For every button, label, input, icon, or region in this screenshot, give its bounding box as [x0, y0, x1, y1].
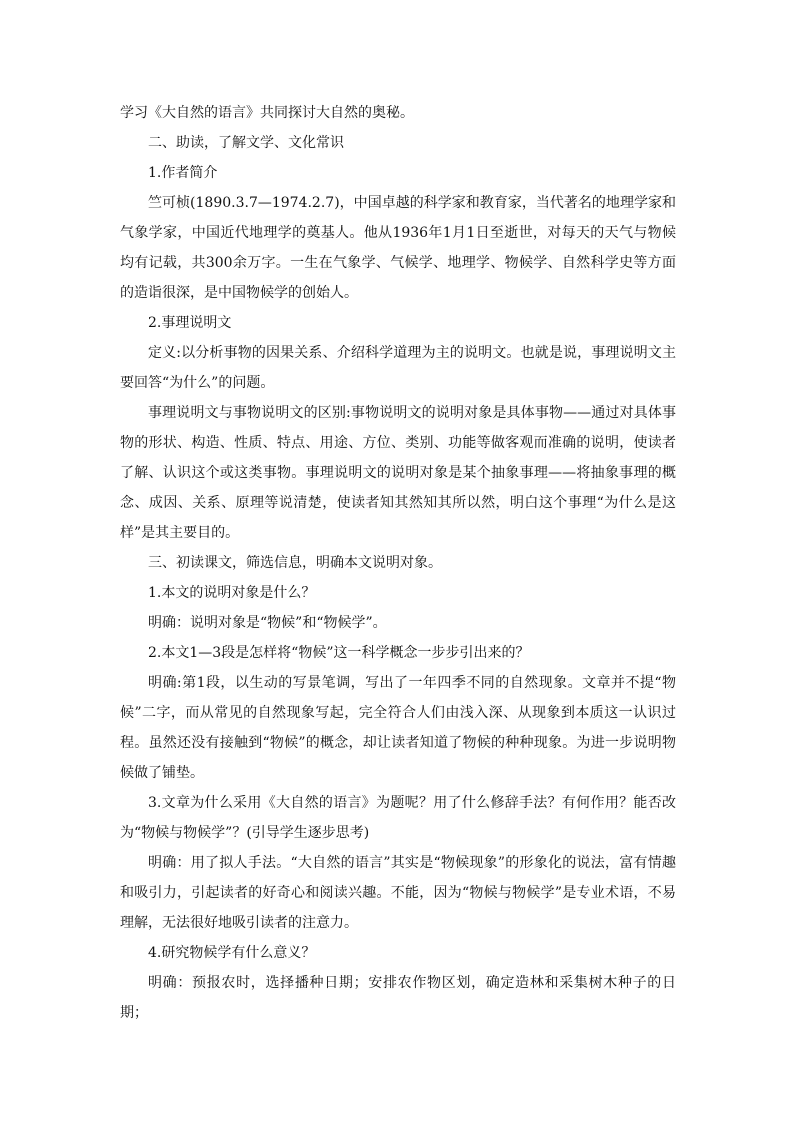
answer-1: 明确：说明对象是“物候”和“物候学”。 [148, 615, 387, 631]
question-3: 3.文章为什么采用《大自然的语言》为题呢？用了什么修辞手法？有何作用？能否改为“物候与物候学”？(引导学生逐步思考) [120, 795, 676, 841]
paragraph-definition: 定义:以分析事物的因果关系、介绍科学道理为主的说明文。也就是说，事理说明文主要回答“为什么”的问题。 [120, 345, 676, 391]
answer-2: 明确:第1段，以生动的写景笔调，写出了一年四季不同的自然现象。文章并不提“物候”二字，而从常见的自然现象写起，完全符合人们由浅入深、从现象到本质这一认识过程。虽然还没有接触到“物候”的概念，却让读者知道了物候的种种现象。为进一步说明物候做了铺垫。 [120, 675, 676, 781]
subheading-author-intro: 1.作者简介 [148, 165, 218, 181]
section-heading-reading-aid: 二、助读，了解文学、文化常识 [148, 135, 344, 151]
document-body [120, 98, 676, 1028]
question-1: 1.本文的说明对象是什么？ [148, 585, 316, 601]
answer-4: 明确：预报农时，选择播种日期；安排农作物区划，确定造林和采集树木种子的日期； [120, 975, 676, 1021]
section-heading-first-reading: 三、初读课文，筛选信息，明确本文说明对象。 [148, 555, 442, 571]
answer-3: 明确：用了拟人手法。“大自然的语言”其实是“物候现象”的形象化的说法，富有情趣和吸引力，引起读者的好奇心和阅读兴趣。不能，因为“物候与物候学”是专业术语，不易理解，无法很好地吸引读者的注意力。 [120, 855, 676, 931]
paragraph-intro-continuation: 学习《大自然的语言》共同探讨大自然的奥秘。 [120, 105, 414, 121]
question-4: 4.研究物候学有什么意义？ [148, 945, 316, 961]
question-2: 2.本文1—3段是怎样将“物候”这一科学概念一步步引出来的？ [148, 645, 530, 661]
paragraph-author-bio: 竺可桢(1890.3.7—1974.2.7)，中国卓越的科学家和教育家，当代著名的地理学家和气象学家，中国近代地理学的奠基人。他从1936年1月1日至逝世，对每天的天气与物候均有记载，共300余万字。一生在气象学、气候学、地理学、物候学、自然科学史等方面的造诣很深，是中国物候学的创始人。 [120, 195, 676, 301]
subheading-expository-text: 2.事理说明文 [148, 315, 232, 331]
paragraph-difference: 事理说明文与事物说明文的区别:事物说明文的说明对象是具体事物——通过对具体事物的形状、构造、性质、特点、用途、方位、类别、功能等做客观而准确的说明，使读者了解、认识这个或这类事物。事理说明文的说明对象是某个抽象事理——将抽象事理的概念、成因、关系、原理等说清楚，使读者知其然知其所以然，明白这个事理“为什么是这样”是其主要目的。 [120, 405, 676, 541]
